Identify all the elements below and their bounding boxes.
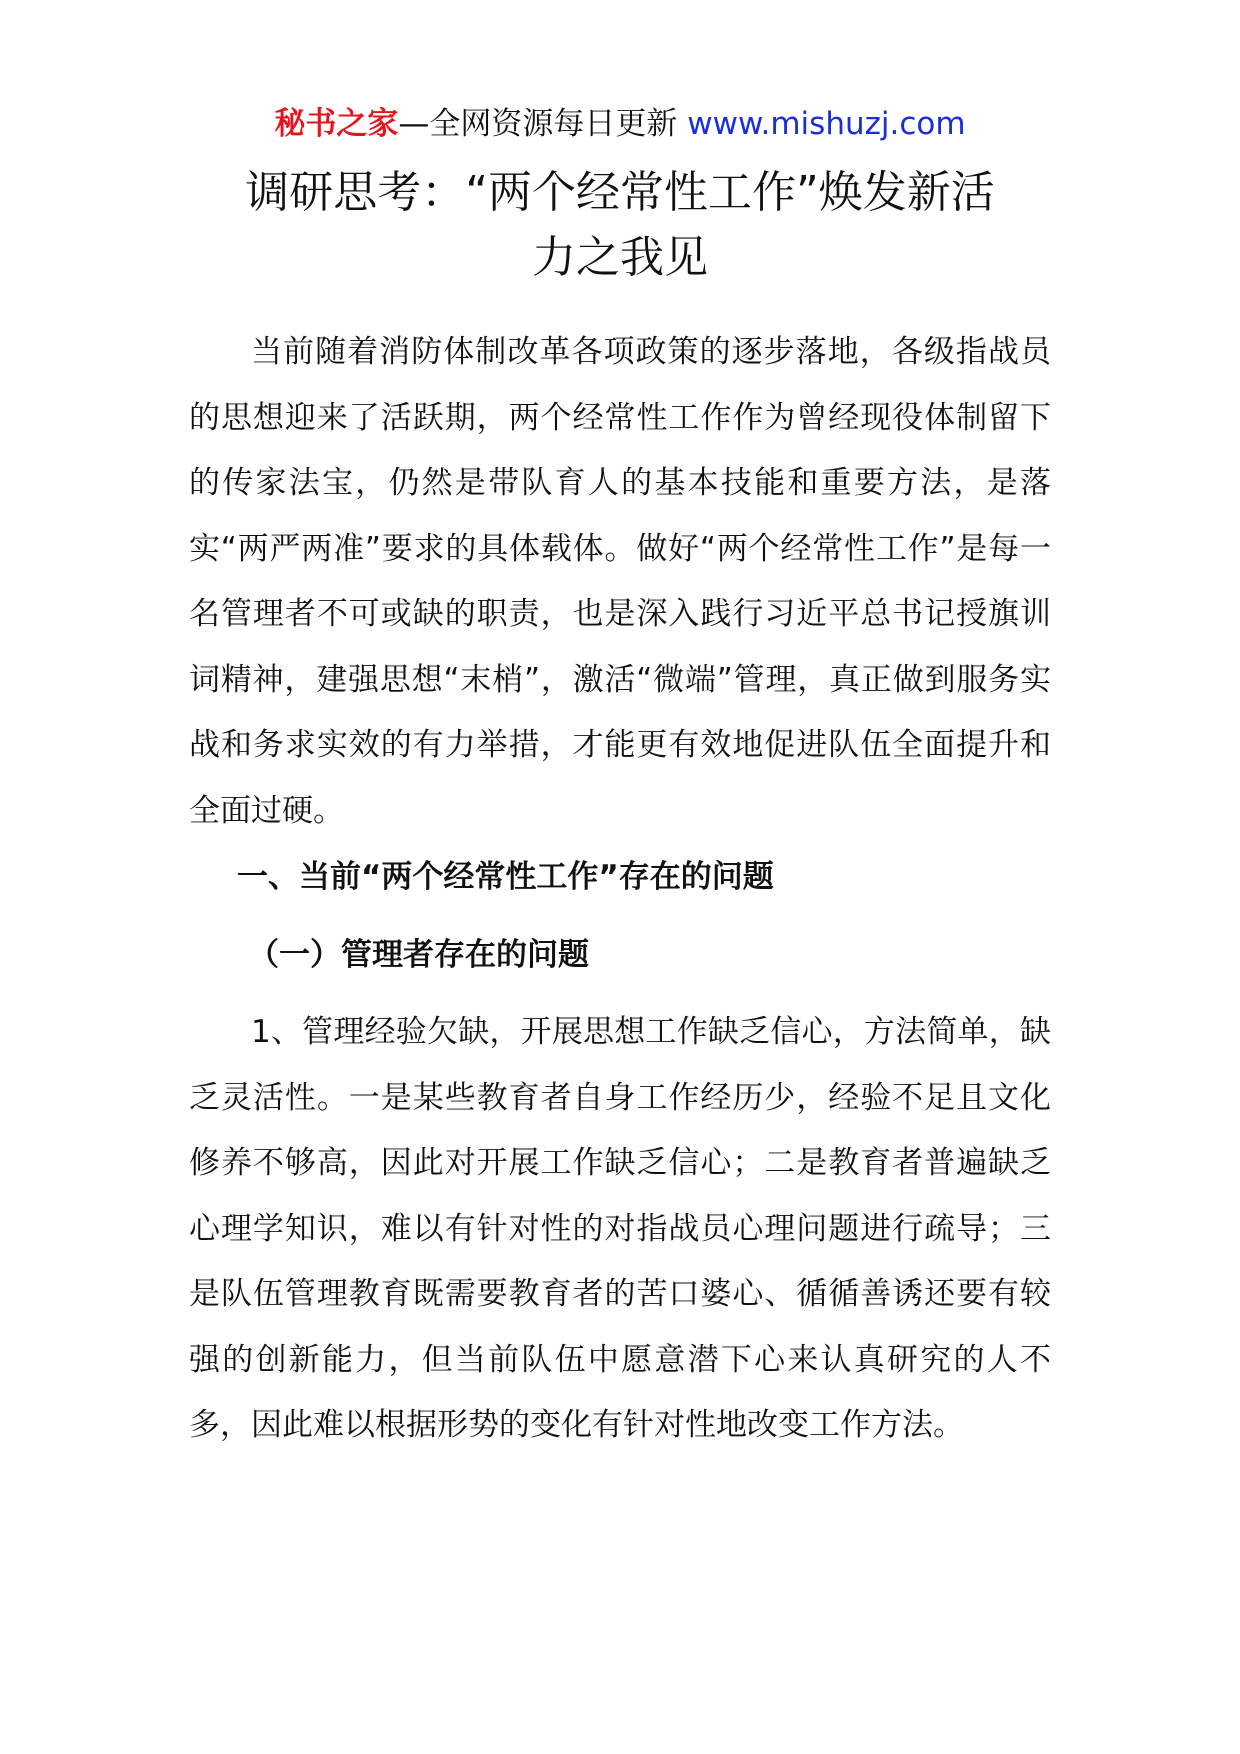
header-url-link[interactable]: www.mishuzj.com [687,106,966,142]
header-brand: 秘书之家 [274,106,399,142]
header-tagline: —全网资源每日更新 [398,106,688,142]
page-title [150,160,1090,290]
title-line-2: 力之我见 [532,232,708,283]
body-paragraph: 1、管理经验欠缺，开展思想工作缺乏信心，方法简单，缺乏灵活性。一是某些教育者自身工作经历少，经验不足且文化修养不够高，因此对开展工作缺乏信心；二是教育者普遍缺乏心理学知识，难以有针对性的对指战员心理问题进行疏导；三是队伍管理教育既需要教育者的苦口婆心、循循善诱还要有较强的创新能力，但当前队伍中愿意潜下心来认真研究的人不多，因此难以根据形势的变化有针对性地改变工作方法。 [189,1014,1051,1443]
intro-paragraph: 当前随着消防体制改革各项政策的逐步落地，各级指战员的思想迎来了活跃期，两个经常性工作作为曾经现役体制留下的传家法宝，仍然是带队育人的基本技能和重要方法，是落实“两严两准”要求的具体载体。做好“两个经常性工作”是每一名管理者不可或缺的职责，也是深入践行习近平总书记授旗训词精神，建强思想“末梢”，激活“微端”管理，真正做到服务实战和务求实效的有力举措，才能更有效地促进队伍全面提升和全面过硬。 [189,334,1051,829]
section-heading: 一、当前“两个经常性工作”存在的问题 [237,859,774,895]
subsection-heading: （一）管理者存在的问题 [248,937,589,973]
site-header [0,102,1240,146]
title-line-1: 调研思考：“两个经常性工作”焕发新活 [245,167,995,218]
